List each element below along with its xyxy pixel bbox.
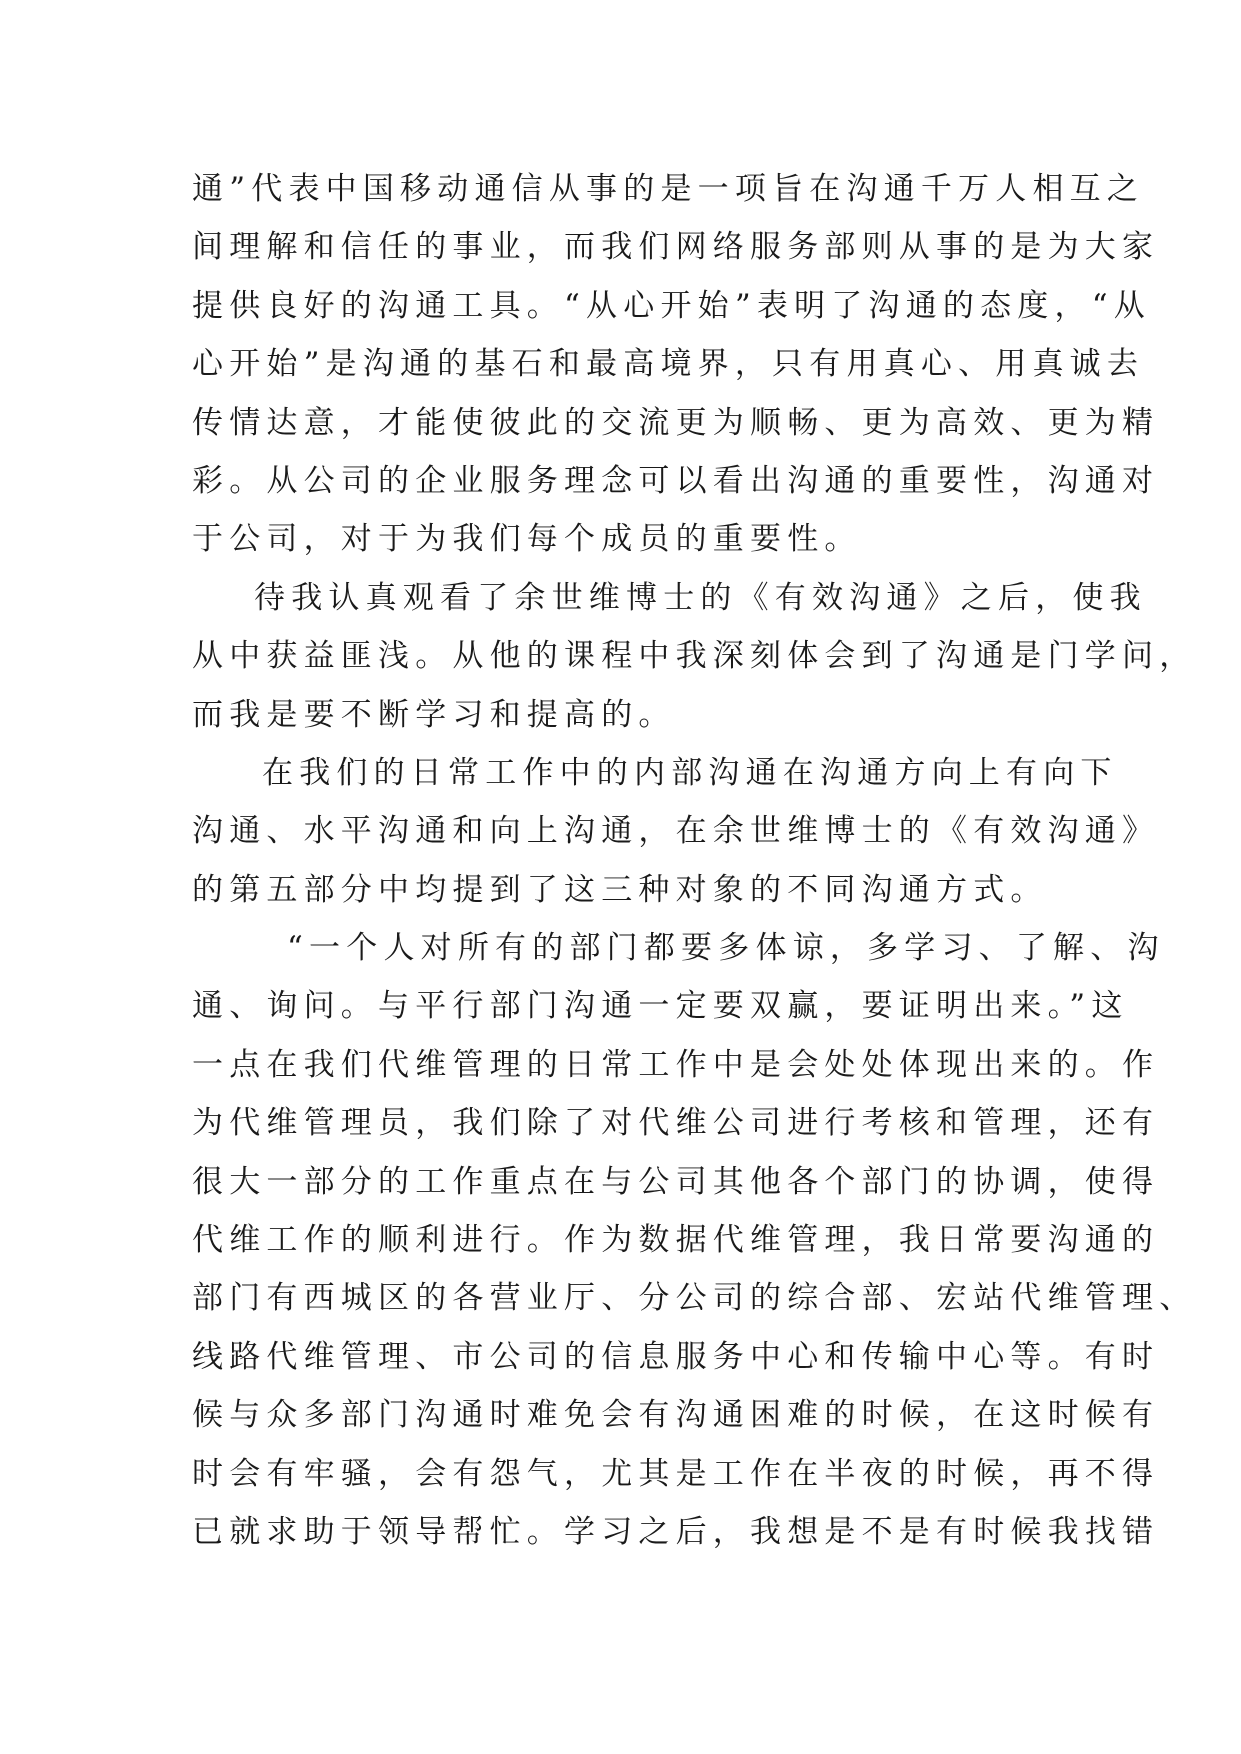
text-line-15: 通、询问。与平行部门沟通一定要双赢，要证明出来。”这 [192, 988, 1129, 1025]
text-line-19: 代维工作的顺利进行。作为数据代维管理，我日常要沟通的 [192, 1222, 1160, 1259]
text-line-8: 待我认真观看了余世维博士的《有效沟通》之后，使我 [254, 579, 1147, 616]
text-line-2: 间理解和信任的事业，而我们网络服务部则从事的是为大家 [192, 229, 1160, 266]
text-line-14: “一个人对所有的部门都要多体谅，多学习、了解、沟 [287, 930, 1165, 967]
text-line-5: 传情达意，才能使彼此的交流更为顺畅、更为高效、更为精 [192, 404, 1160, 441]
text-line-3: 提供良好的沟通工具。“从心开始”表明了沟通的态度，“从 [192, 287, 1151, 324]
text-line-1: 通”代表中国移动通信从事的是一项旨在沟通千万人相互之 [192, 171, 1145, 207]
text-line-17: 为代维管理员，我们除了对代维公司进行考核和管理，还有 [192, 1105, 1160, 1142]
text-line-18: 很大一部分的工作重点在与公司其他各个部门的协调，使得 [192, 1163, 1160, 1200]
text-line-23: 时会有牢骚，会有怨气，尤其是工作在半夜的时候，再不得 [192, 1455, 1160, 1492]
text-line-12: 沟通、水平沟通和向上沟通，在余世维博士的《有效沟通》 [192, 813, 1160, 850]
text-line-11: 在我们的日常工作中的内部沟通在沟通方向上有向下 [262, 754, 1118, 791]
body-text [192, 160, 1197, 1561]
text-line-9: 从中获益匪浅。从他的课程中我深刻体会到了沟通是门学问， [192, 638, 1197, 675]
text-line-13: 的第五部分中均提到了这三种对象的不同沟通方式。 [192, 871, 1048, 908]
text-line-7: 于公司，对于为我们每个成员的重要性。 [192, 521, 862, 558]
text-line-20: 部门有西城区的各营业厅、分公司的综合部、宏站代维管理、 [192, 1280, 1197, 1317]
text-line-21: 线路代维管理、市公司的信息服务中心和传输中心等。有时 [192, 1338, 1160, 1375]
text-line-22: 候与众多部门沟通时难免会有沟通困难的时候，在这时候有 [192, 1397, 1160, 1434]
text-line-24: 已就求助于领导帮忙。学习之后，我想是不是有时候我找错 [192, 1513, 1160, 1550]
text-line-6: 彩。从公司的企业服务理念可以看出沟通的重要性，沟通对 [192, 462, 1160, 499]
text-line-4: 心开始”是沟通的基石和最高境界，只有用真心、用真诚去 [192, 346, 1145, 383]
text-line-10: 而我是要不断学习和提高的。 [192, 696, 676, 733]
text-line-16: 一点在我们代维管理的日常工作中是会处处体现出来的。作 [192, 1046, 1160, 1083]
